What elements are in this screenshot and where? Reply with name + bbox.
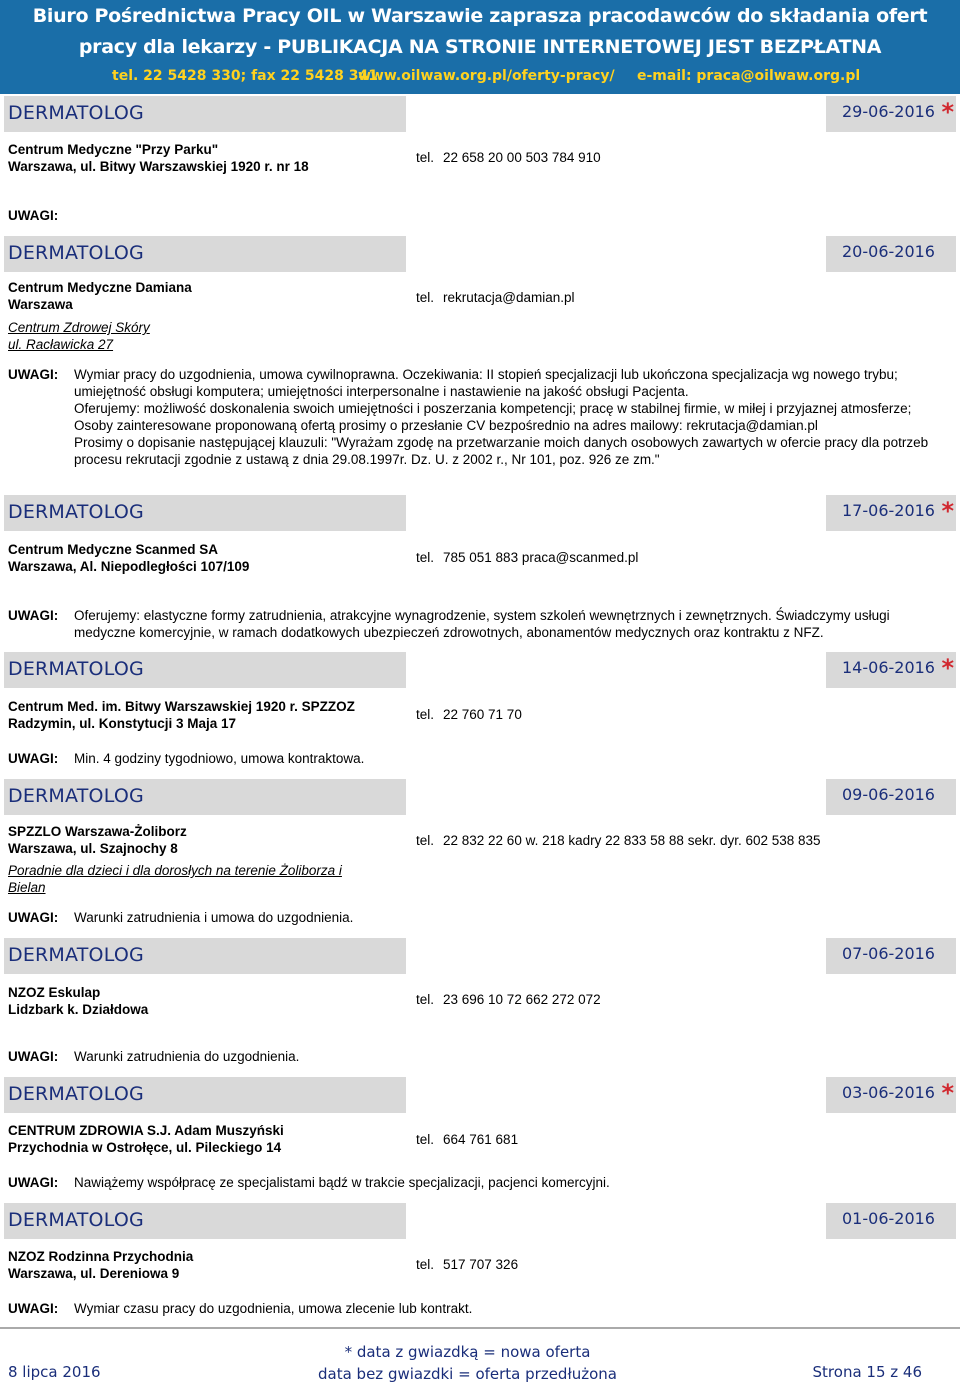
offer-header — [4, 1203, 406, 1239]
offer-header — [4, 1077, 406, 1113]
offer-organization: Centrum Medyczne Damiana Warszawa — [8, 280, 192, 312]
offer-date-box — [826, 779, 956, 815]
banner-phone: tel. 22 5428 330; fax 22 5428 341 — [112, 68, 378, 84]
tel-label: tel. — [416, 290, 435, 305]
offer-date-box — [826, 495, 956, 531]
uwagi-label: UWAGI: — [8, 1049, 59, 1064]
offer-contact-value: 22 760 71 70 — [443, 707, 522, 722]
tel-label: tel. — [416, 1257, 435, 1272]
offer-title: DERMATOLOG — [8, 1209, 144, 1231]
uwagi-label: UWAGI: — [8, 910, 59, 925]
offer-date: 09-06-2016 — [842, 785, 935, 804]
offer-note: Nawiążemy współpracę ze specjalistami bądź w trakcie specjalizacji, pacjenci komercyjni. — [74, 1175, 610, 1190]
offer-title: DERMATOLOG — [8, 1083, 144, 1105]
page-number: Strona 15 z 46 — [812, 1363, 922, 1381]
offer-title: DERMATOLOG — [8, 242, 144, 264]
offer-contact-value: 23 696 10 72 662 272 072 — [443, 992, 601, 1007]
new-offer-star-icon: * — [941, 98, 954, 126]
offer-date-box — [826, 236, 956, 272]
offer-title: DERMATOLOG — [8, 102, 144, 124]
offer-date-box — [826, 1203, 956, 1239]
tel-label: tel. — [416, 150, 435, 165]
offer-organization: NZOZ Rodzinna Przychodnia Warszawa, ul. Dereniowa 9 — [8, 1249, 194, 1281]
offer-organization: CENTRUM ZDROWIA S.J. Adam Muszyński Przychodnia w Ostrołęce, ul. Pileckiego 14 — [8, 1123, 284, 1155]
offer-contact-value: 517 707 326 — [443, 1257, 519, 1272]
offer-date: 07-06-2016 — [842, 944, 935, 963]
uwagi-label: UWAGI: — [8, 751, 59, 766]
offer-date-box — [826, 938, 956, 974]
legend-extended-offer: data bez gwiazdki = oferta przedłużona — [318, 1365, 617, 1383]
header-banner — [0, 0, 960, 94]
offer-date: 29-06-2016 — [842, 102, 935, 121]
offer-facility-link[interactable]: Poradnie dla dzieci i dla dorosłych na terenie Żoliborza i Bielan — [8, 863, 342, 895]
offer-note: Warunki zatrudnienia i umowa do uzgodnienia. — [74, 910, 354, 925]
offer-note: Wymiar pracy do uzgodnienia, umowa cywilnoprawna. Oczekiwania: II stopień specjalizacji lub ukończona specjalizacja wg nowego trybu; umiejętność obsługi komputera; umiejętności interpersonalne i nastawienie na jakość obsługi Pacjenta. Oferujemy: możliwość doskonalenia swoich umiejętności i poszerzania kompetencji; pracę w stabilnej firmie, w miłej i przyjaznej atmosferze; Osoby zainteresowane proponowaną ofertą prosimy o przesłanie CV bezpośrednio na adres mailowy: rekrutacja@damian.pl Prosimy o dopisanie następującej klauzuli: "Wyrażam zgodę na przetwarzanie moich danych osobowych zawartych w ofercie pracy dla potrzeb procesu rekrutacji zgodnie z ustawą z dnia 29.08.1997r. Dz. U. z 2002 r., Nr 101, poz. 926 ze zm." — [74, 367, 929, 467]
offer-note: Min. 4 godziny tygodniowo, umowa kontraktowa. — [74, 751, 365, 766]
tel-label: tel. — [416, 550, 435, 565]
new-offer-star-icon: * — [941, 497, 954, 525]
offer-title: DERMATOLOG — [8, 944, 144, 966]
banner-line-2: pracy dla lekarzy - PUBLIKACJA NA STRONIE INTERNETOWEJ JEST BEZPŁATNA — [78, 36, 882, 58]
offer-date: 03-06-2016 — [842, 1083, 935, 1102]
uwagi-label: UWAGI: — [8, 1301, 59, 1316]
offer-contact-value: 22 832 22 60 w. 218 kadry 22 833 58 88 sekr. dyr. 602 538 835 — [443, 833, 821, 848]
offer-header — [4, 96, 406, 132]
footer-date: 8 lipca 2016 — [8, 1363, 101, 1381]
offer-header — [4, 779, 406, 815]
offer-contact-value: 785 051 883 praca@scanmed.pl — [443, 550, 639, 565]
offer-date-box — [826, 96, 956, 132]
tel-label: tel. — [416, 1132, 435, 1147]
new-offer-star-icon: * — [941, 1079, 954, 1107]
footer-legend — [300, 1341, 635, 1385]
legend-new-offer: * data z gwiazdką = nowa oferta — [344, 1343, 591, 1361]
offer-note: Wymiar czasu pracy do uzgodnienia, umowa zlecenie lub kontrakt. — [74, 1301, 473, 1316]
offer-organization: Centrum Med. im. Bitwy Warszawskiej 1920 r. SPZZOZ Radzymin, ul. Konstytucji 3 Maja 17 — [8, 699, 355, 731]
offer-note: Oferujemy: elastyczne formy zatrudnienia, atrakcyjne wynagrodzenie, system szkoleń wewnętrznych i zewnętrznych. Świadczymy usługi medyczne komercyjnie, w ramach dodatkowych ubezpieczeń zdrowotnych, abonamentów medycznych oraz kontraktu z NFZ. — [74, 608, 890, 640]
offer-title: DERMATOLOG — [8, 501, 144, 523]
uwagi-label: UWAGI: — [8, 1175, 59, 1190]
offer-contact-value: 664 761 681 — [443, 1132, 519, 1147]
offer-date: 01-06-2016 — [842, 1209, 935, 1228]
offer-header — [4, 236, 406, 272]
offer-contact-value: rekrutacja@damian.pl — [443, 290, 575, 305]
tel-label: tel. — [416, 833, 435, 848]
banner-email[interactable]: e-mail: praca@oilwaw.org.pl — [637, 68, 861, 84]
offer-date-box — [826, 652, 956, 688]
offer-organization: SPZZLO Warszawa-Żoliborz Warszawa, ul. Szajnochy 8 — [8, 824, 187, 856]
tel-label: tel. — [416, 992, 435, 1007]
uwagi-label: UWAGI: — [8, 367, 59, 382]
offer-date-box — [826, 1077, 956, 1113]
offer-organization: Centrum Medyczne "Przy Parku" Warszawa, ul. Bitwy Warszawskiej 1920 r. nr 18 — [8, 142, 309, 174]
footer-divider — [0, 1327, 960, 1329]
offer-header — [4, 652, 406, 688]
uwagi-label: UWAGI: — [8, 608, 59, 623]
banner-line-1: Biuro Pośrednictwa Pracy OIL w Warszawie zaprasza pracodawców do składania ofert — [32, 5, 928, 27]
tel-label: tel. — [416, 707, 435, 722]
offer-date: 17-06-2016 — [842, 501, 935, 520]
offer-facility-link[interactable]: Centrum Zdrowej Skóry ul. Racławicka 27 — [8, 320, 150, 352]
offer-organization: Centrum Medyczne Scanmed SA Warszawa, Al. Niepodległości 107/109 — [8, 542, 250, 574]
offer-header — [4, 495, 406, 531]
page-footer — [0, 1327, 960, 1390]
offer-note: Warunki zatrudnienia do uzgodnienia. — [74, 1049, 300, 1064]
offer-title: DERMATOLOG — [8, 658, 144, 680]
offer-date: 20-06-2016 — [842, 242, 935, 261]
new-offer-star-icon: * — [941, 654, 954, 682]
uwagi-label: UWAGI: — [8, 208, 59, 223]
offer-contact-value: 22 658 20 00 503 784 910 — [443, 150, 601, 165]
offer-organization: NZOZ Eskulap Lidzbark k. Działdowa — [8, 985, 149, 1017]
offer-header — [4, 938, 406, 974]
offer-title: DERMATOLOG — [8, 785, 144, 807]
offer-date: 14-06-2016 — [842, 658, 935, 677]
banner-website-link[interactable]: www.oilwaw.org.pl/oferty-pracy/ — [358, 68, 615, 84]
